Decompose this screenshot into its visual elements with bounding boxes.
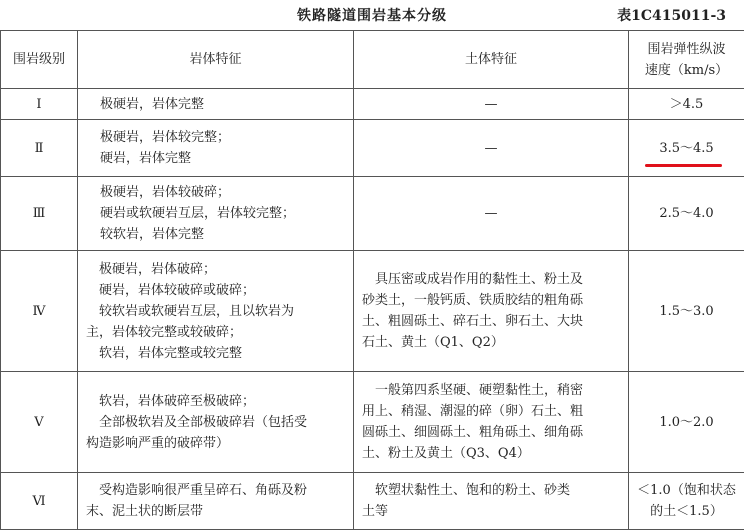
rock-line: 极硬岩，岩体较完整； <box>100 130 231 145</box>
grade-cell: Ⅱ <box>1 120 78 177</box>
soil-line: 土、粗圆砾土、碎石土、卵石土、大块 <box>362 314 584 329</box>
soil-line: 土等 <box>362 504 389 519</box>
soil-cell <box>354 120 629 177</box>
speed-cell <box>629 89 744 120</box>
table-row <box>1 372 744 473</box>
rock-line: 软岩，岩体完整或较完整 <box>99 345 243 361</box>
header-row <box>1 31 744 89</box>
soil-cell <box>354 372 629 473</box>
rock-line: 受构造影响很严重呈碎石、角砾及粉 <box>99 483 308 498</box>
speed-line: 3.5～4.5 <box>659 140 714 156</box>
header-soil: 土体特征 <box>354 31 629 89</box>
rock-line: 全部极软岩及全部极破碎岩（包括受 <box>99 414 308 430</box>
red-underline-annotation <box>645 164 721 167</box>
rock-line: 硬岩，岩体完整 <box>100 151 192 166</box>
rock-line: 较软岩或软硬岩互层，且以软岩为 <box>99 303 295 319</box>
soil-cell <box>354 251 629 372</box>
grade-cell: Ⅰ <box>1 89 78 120</box>
rock-line: 极硬岩，岩体破碎； <box>99 261 217 277</box>
soil-cell <box>354 177 629 251</box>
table-row <box>1 177 744 251</box>
soil-cell <box>354 89 629 120</box>
soil-line: — <box>484 206 498 221</box>
header-speed <box>629 31 744 89</box>
rock-cell <box>78 372 354 473</box>
soil-line: 土、粉土及黄土（Q3、Q4） <box>362 446 530 461</box>
soil-line: — <box>484 96 498 112</box>
speed-line: 1.5～3.0 <box>659 303 714 319</box>
speed-cell <box>629 251 744 372</box>
grade-cell: Ⅲ <box>1 177 78 251</box>
speed-cell <box>629 372 744 473</box>
rock-line: 末、泥土状的断层带 <box>86 504 204 519</box>
rock-cell <box>78 177 354 251</box>
speed-line: ＜1.0（饱和状态 <box>637 483 736 498</box>
header-rock: 岩体特征 <box>78 31 354 89</box>
soil-line: — <box>484 140 498 156</box>
grade-cell: Ⅳ <box>1 251 78 372</box>
speed-line: 1.0～2.0 <box>659 414 714 430</box>
grade-cell: Ⅵ <box>1 473 78 530</box>
table-row <box>1 89 744 120</box>
soil-cell <box>354 473 629 530</box>
header-speed-line: 速度（km/s） <box>644 62 729 78</box>
rock-classification-table <box>0 30 744 530</box>
speed-cell <box>629 473 744 530</box>
grade-cell: Ⅴ <box>1 372 78 473</box>
speed-line: 2.5～4.0 <box>659 206 714 221</box>
header-speed-line: 围岩弹性纵波 <box>647 41 726 57</box>
rock-cell <box>78 473 354 530</box>
rock-line: 硬岩，岩体较破碎或破碎； <box>99 282 256 298</box>
header-grade: 围岩级别 <box>1 31 78 89</box>
soil-line: 具压密或成岩作用的黏性土、粉土及 <box>375 272 584 287</box>
table-title: 铁路隧道围岩基本分级 <box>297 8 447 24</box>
rock-cell <box>78 89 354 120</box>
speed-line: 的土＜1.5） <box>650 504 723 519</box>
soil-line: 圆砾土、细圆砾土、粗角砾土、细角砾 <box>362 425 584 440</box>
rock-line: 较软岩，岩体完整 <box>100 227 205 242</box>
table-row <box>1 473 744 530</box>
rock-cell <box>78 120 354 177</box>
soil-line: 砂类土，一般钙质、铁质胶结的粗角砾 <box>362 293 584 308</box>
rock-line: 主，岩体较完整或较破碎； <box>86 324 243 340</box>
table-code: 表1C415011-3 <box>617 8 726 24</box>
rock-line: 极硬岩，岩体完整 <box>100 96 205 112</box>
soil-line: 用上、稍湿、潮湿的碎（卵）石土、粗 <box>362 404 584 419</box>
table-row <box>1 120 744 177</box>
rock-line: 软岩，岩体破碎至极破碎； <box>99 393 256 409</box>
rock-line: 硬岩或软硬岩互层，岩体较完整； <box>100 206 296 221</box>
rock-cell <box>78 251 354 372</box>
soil-line: 软塑状黏性土、饱和的粉土、砂类 <box>375 483 571 498</box>
speed-cell <box>629 177 744 251</box>
table-caption <box>0 0 744 30</box>
speed-line: ＞4.5 <box>669 96 704 112</box>
rock-line: 极硬岩，岩体较破碎； <box>100 185 231 200</box>
soil-line: 一般第四系坚硬、硬塑黏性土，稍密 <box>375 383 584 398</box>
table-row <box>1 251 744 372</box>
speed-cell <box>629 120 744 177</box>
highlighted-speed <box>659 138 713 159</box>
rock-line: 构造影响严重的破碎带） <box>86 435 230 451</box>
soil-line: 石土、黄土（Q1、Q2） <box>362 335 504 350</box>
